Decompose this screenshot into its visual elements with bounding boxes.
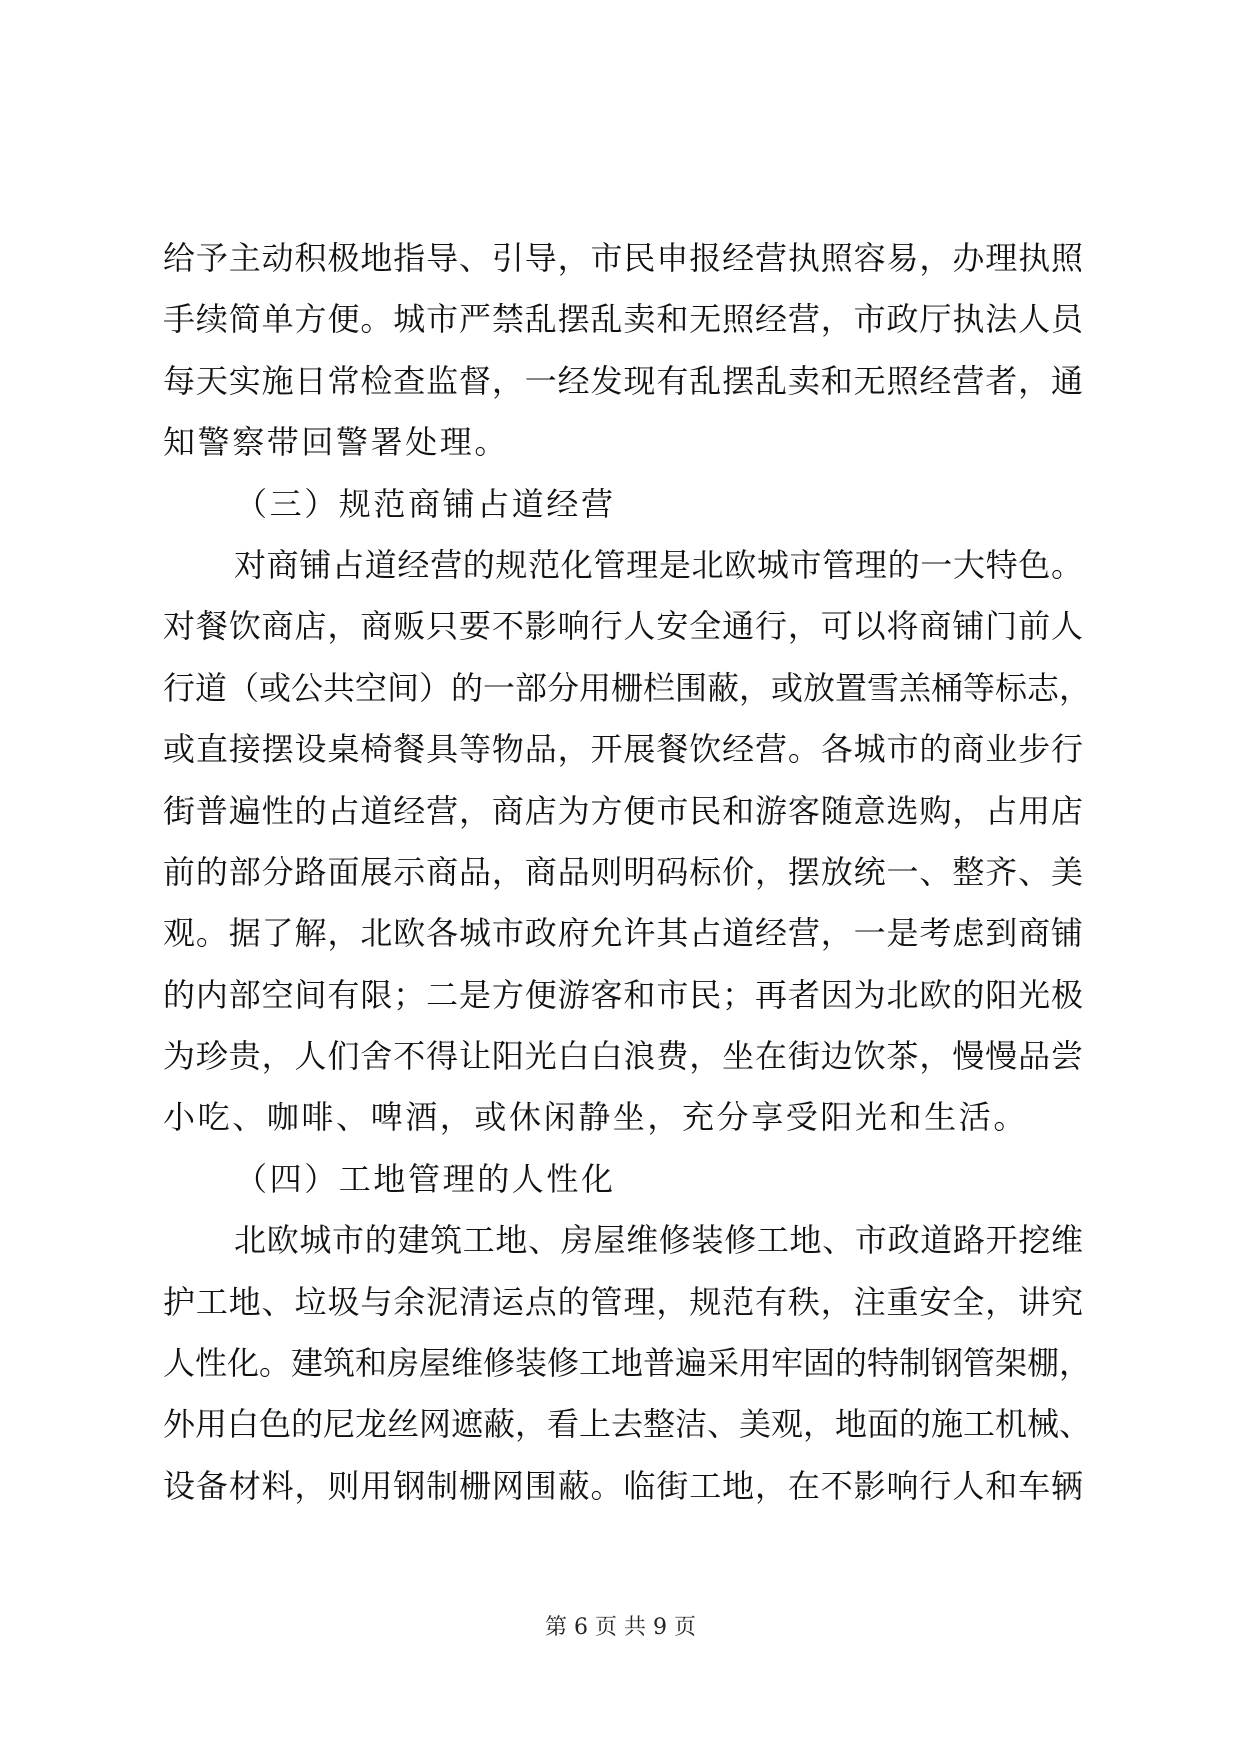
text-line: 前的部分路面展示商品，商品则明码标价，摆放统一、整齐、美 (163, 852, 1083, 891)
text-line: 的内部空间有限；二是方便游客和市民；再者因为北欧的阳光极 (163, 975, 1083, 1014)
text-line: 手续简单方便。城市严禁乱摆乱卖和无照经营，市政厅执法人员 (163, 300, 1083, 339)
text-line: 行道（或公共空间）的一部分用栅栏围蔽，或放置雪羔桶等标志， (163, 668, 1092, 707)
text-line: 或直接摆设桌椅餐具等物品，开展餐饮经营。各城市的商业步行 (163, 730, 1083, 769)
text-line: 护工地、垃圾与余泥清运点的管理，规范有秩，注重安全，讲究 (163, 1282, 1083, 1321)
text-line: 外用白色的尼龙丝网遮蔽，看上去整洁、美观，地面的施工机械、 (163, 1405, 1092, 1444)
paragraph-first-line: 对商铺占道经营的规范化管理是北欧城市管理的一大特色。 (234, 545, 1083, 584)
text-line: 人性化。建筑和房屋维修装修工地普遍采用牢固的特制钢管架棚， (163, 1344, 1092, 1383)
paragraph-first-line: 北欧城市的建筑工地、房屋维修装修工地、市政道路开挖维 (234, 1221, 1083, 1260)
text-line: 给予主动积极地指导、引导，市民申报经营执照容易，办理执照 (163, 239, 1083, 277)
text-line: 为珍贵，人们舍不得让阳光白白浪费，坐在街边饮茶，慢慢品尝 (163, 1037, 1083, 1076)
text-line: 观。据了解，北欧各城市政府允许其占道经营，一是考虑到商铺 (163, 914, 1083, 953)
text-line: 街普遍性的占道经营，商店为方便市民和游客随意选购，占用店 (163, 791, 1083, 830)
page-number-footer: 第 6 页 共 9 页 (545, 1615, 696, 1640)
text-line: 每天实施日常检查监督，一经发现有乱摆乱卖和无照经营者，通 (163, 361, 1083, 400)
text-line: 设备材料，则用钢制栅网围蔽。临街工地，在不影响行人和车辆 (163, 1466, 1083, 1505)
text-line: 对餐饮商店，商贩只要不影响行人安全通行，可以将商铺门前人 (163, 607, 1083, 646)
document-body (163, 228, 1092, 1517)
section-heading: （四）工地管理的人性化 (235, 1159, 616, 1198)
text-line: 知警察带回警署处理。 (163, 423, 510, 462)
section-heading: （三）规范商铺占道经营 (235, 484, 616, 523)
text-line: 小吃、咖啡、啤酒，或休闲静坐，充分享受阳光和生活。 (163, 1098, 1029, 1137)
